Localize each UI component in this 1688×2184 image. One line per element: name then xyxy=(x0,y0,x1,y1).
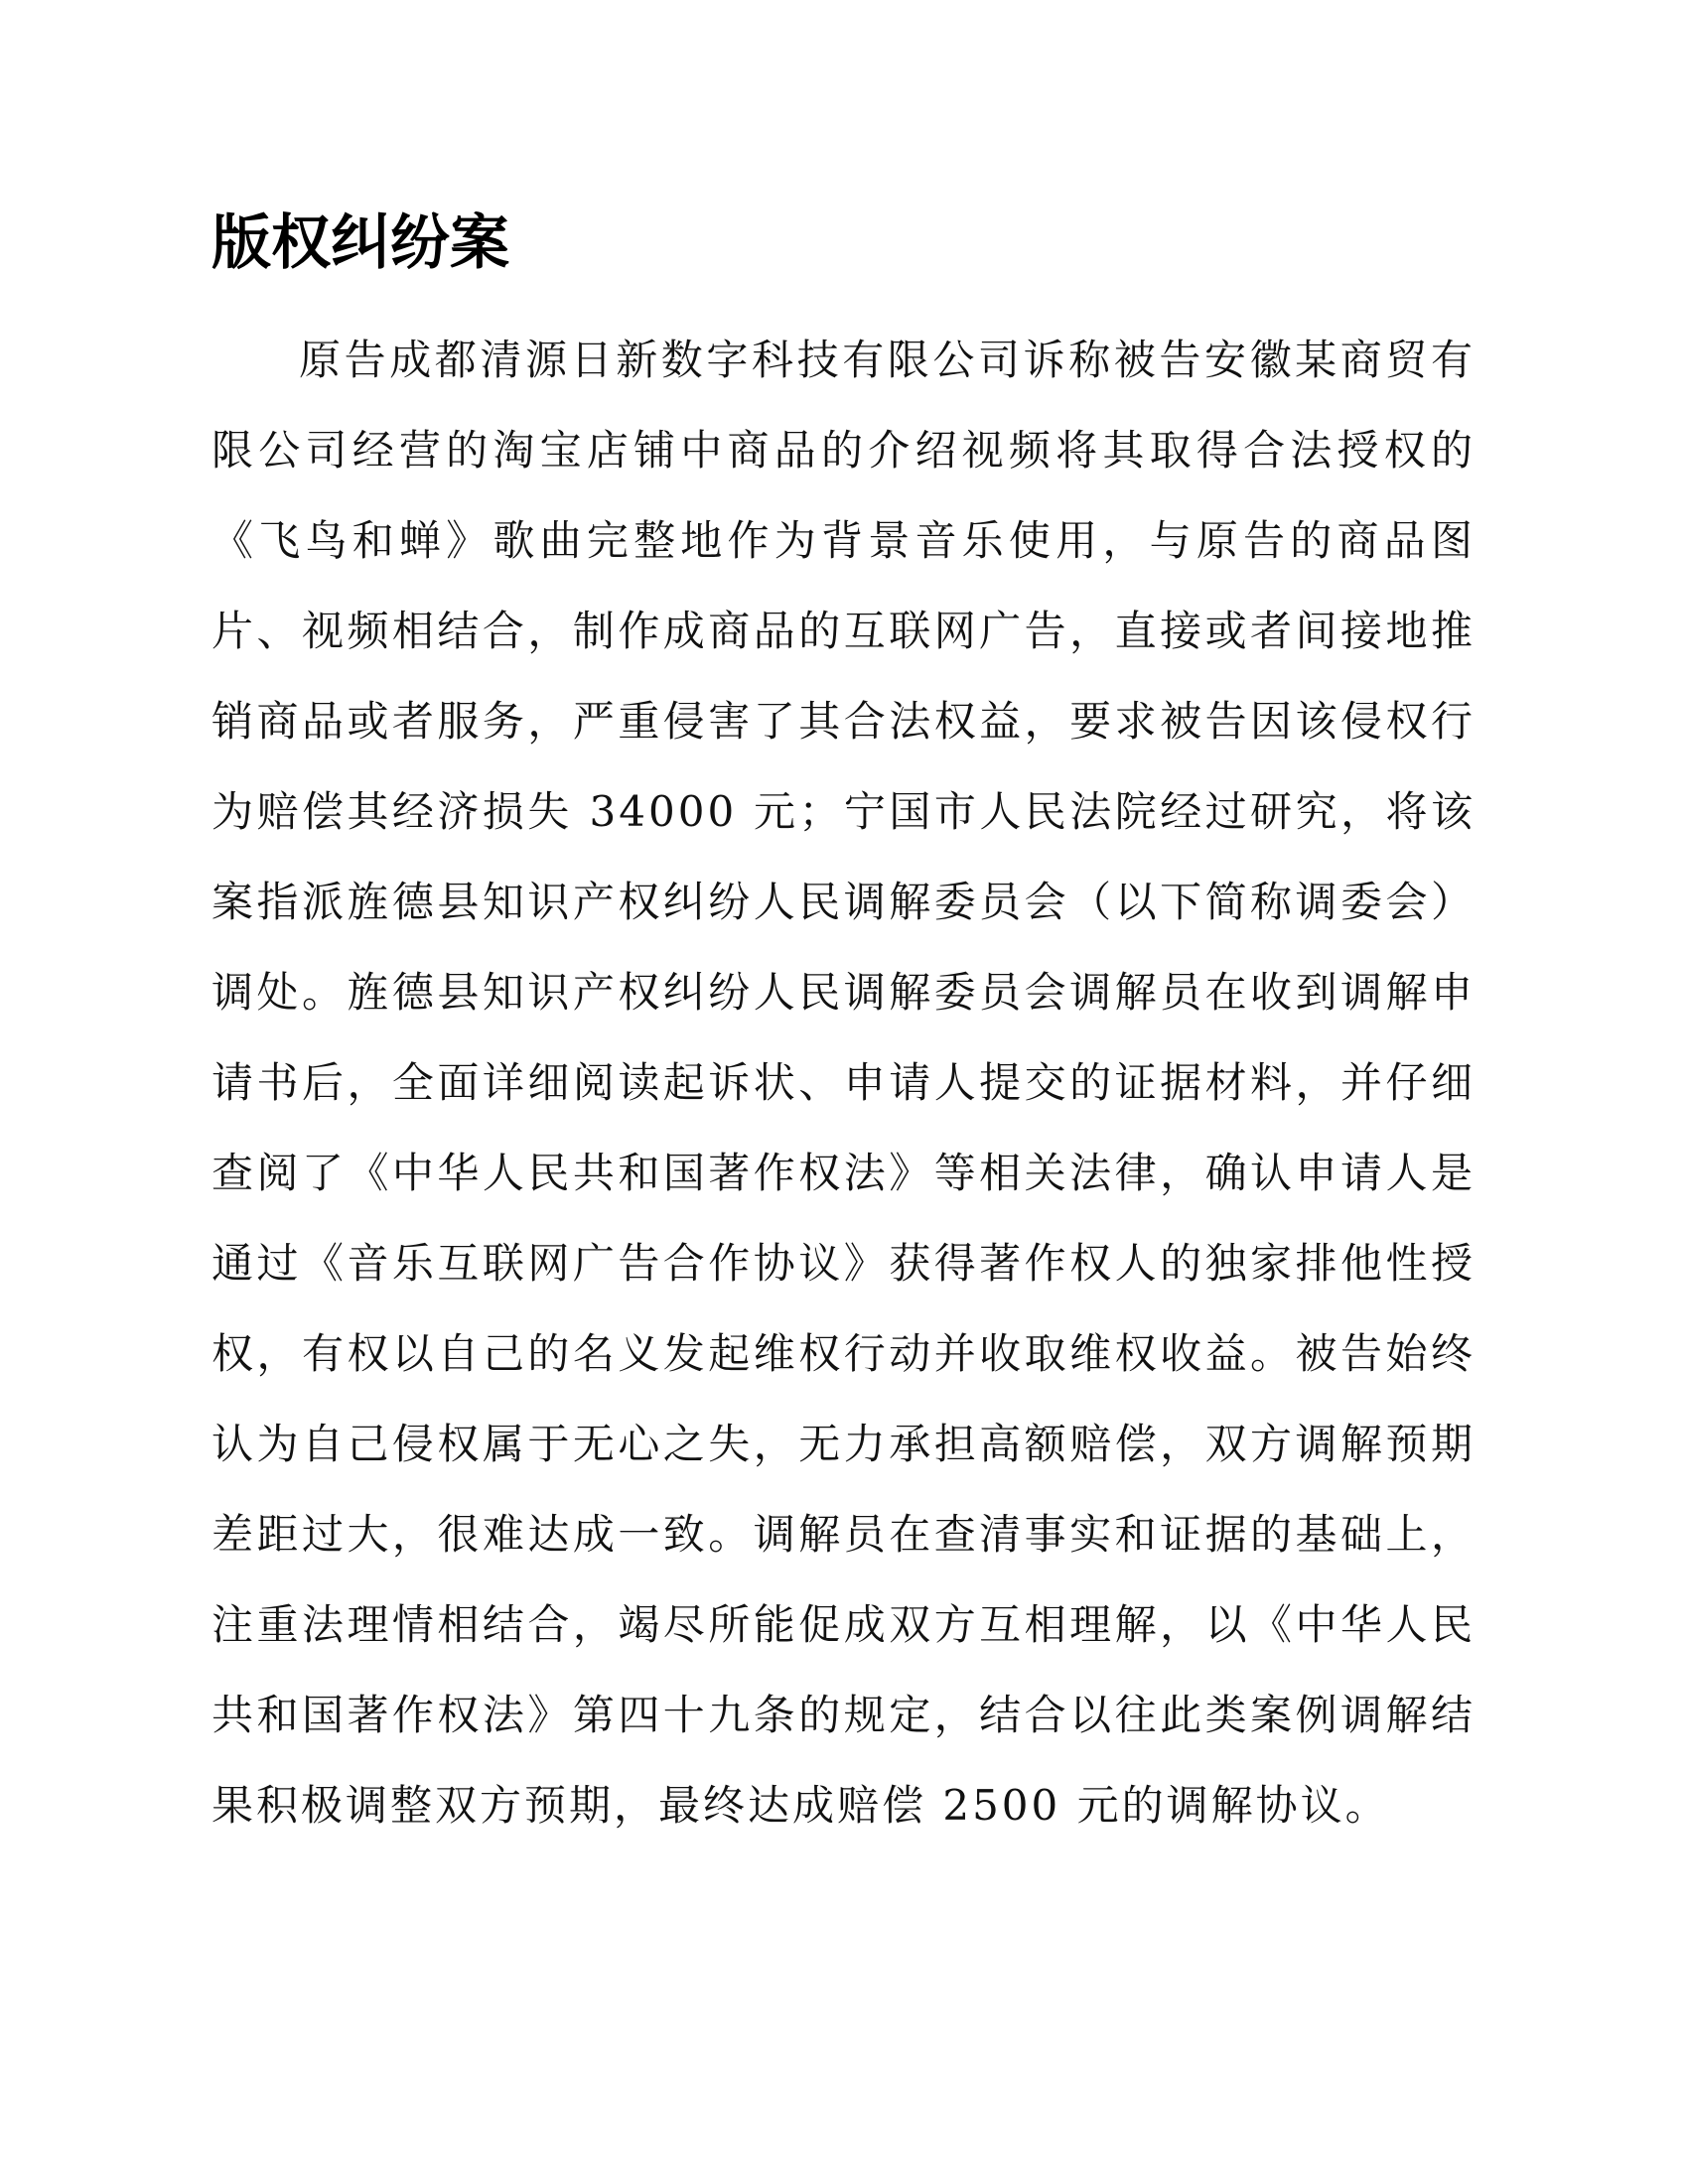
document-title: 版权纠纷案 xyxy=(211,208,509,278)
body-paragraph: 原告成都清源日新数字科技有限公司诉称被告安徽某商贸有限公司经营的淘宝店铺中商品的介绍视频将其取得合法授权的《飞鸟和蝉》歌曲完整地作为背景音乐使用，与原告的商品图片、视频相结合，制作成商品的互联网广告，直接或者间接地推销商品或者服务，严重侵害了其合法权益，要求被告因该侵权行为赔偿其经济损失 34000 元；宁国市人民法院经过研究，将该案指派旌德县知识产权纠纷人民调解委员会（以下简称调委会）调处。旌德县知识产权纠纷人民调解委员会调解员在收到调解申请书后，全面详细阅读起诉状、申请人提交的证据材料，并仔细查阅了《中华人民共和国著作权法》等相关法律，确认申请人是通过《音乐互联网广告合作协议》获得著作权人的独家排他性授权，有权以自己的名义发起维权行动并收取维权收益。被告始终认为自己侵权属于无心之失，无力承担高额赔偿，双方调解预期差距过大，很难达成一致。调解员在查清事实和证据的基础上，注重法理情相结合，竭尽所能促成双方互相理解，以《中华人民共和国著作权法》第四十九条的规定，结合以往此类案例调解结果积极调整双方预期，最终达成赔偿 2500 元的调解协议。 xyxy=(211,336,1476,1830)
